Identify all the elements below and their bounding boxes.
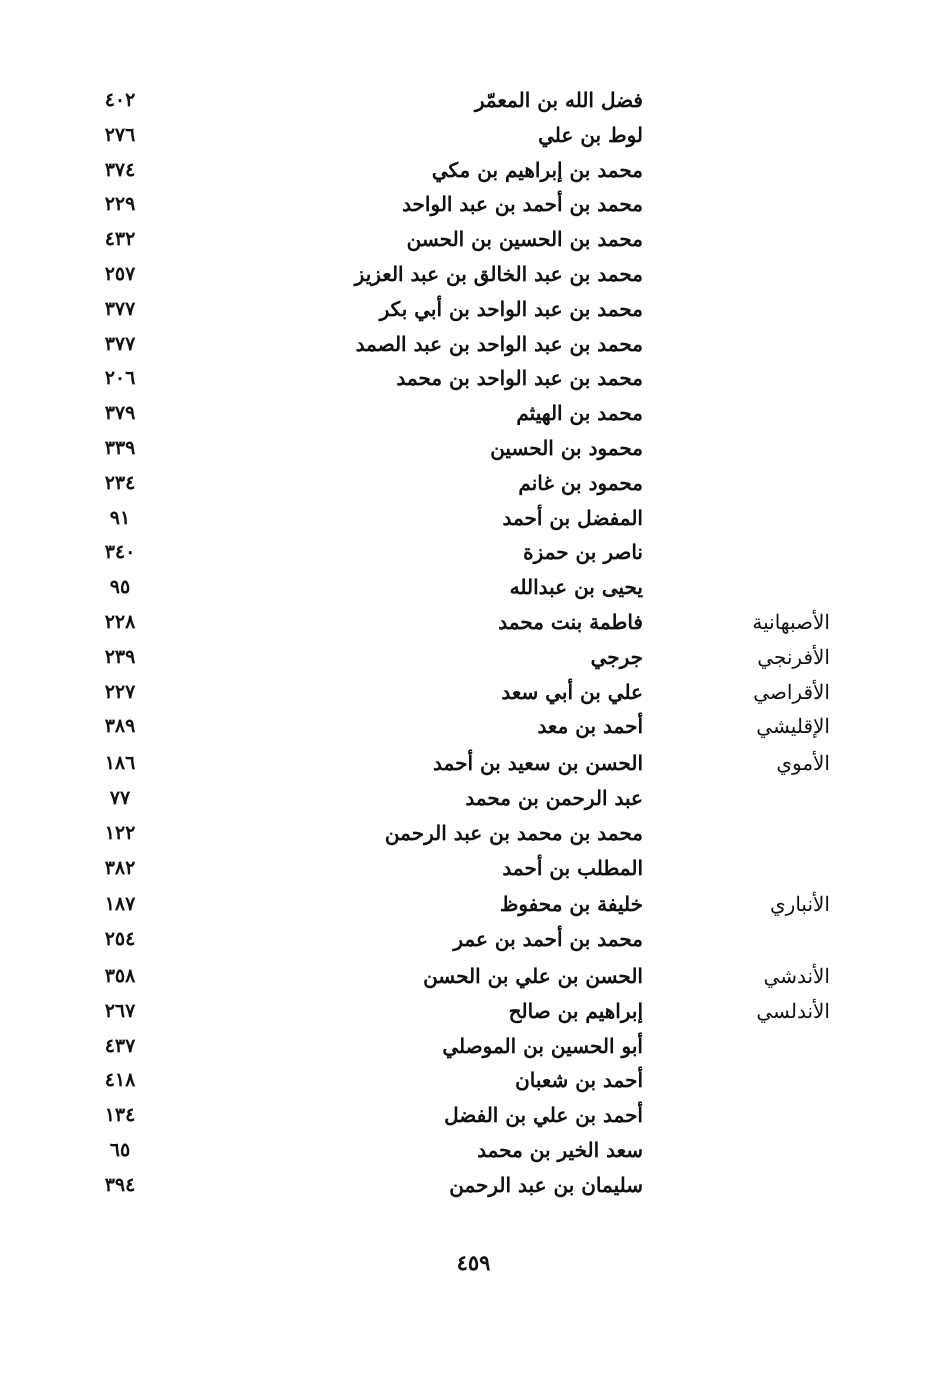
- entry-nisba: الإقليشي: [756, 714, 830, 739]
- index-entry: [0, 1169, 947, 1204]
- entry-page-ref: ١٨٧: [104, 893, 136, 916]
- index-entry: [0, 641, 947, 676]
- entry-name: لوط بن علي: [538, 122, 643, 147]
- entry-name: المفضل بن أحمد: [502, 505, 643, 530]
- index-entry: [0, 852, 947, 887]
- entry-name: محمد بن الحسين بن الحسن: [406, 227, 643, 252]
- entry-page-ref: ٢٧٦: [104, 123, 136, 146]
- entry-nisba: الأفرنجي: [757, 644, 830, 669]
- index-entry: [0, 888, 947, 923]
- index-entry: [0, 1099, 947, 1134]
- entry-name: جرجي: [590, 644, 643, 669]
- entry-page-ref: ٢٣٩: [104, 645, 136, 668]
- index-entry: [0, 995, 947, 1030]
- entry-page-ref: ٣٣٩: [104, 436, 136, 459]
- index-entry: [0, 84, 947, 119]
- entry-page-ref: ٣٧٧: [104, 332, 136, 355]
- entry-page-ref: ٣٧٧: [104, 297, 136, 320]
- index-entry: [0, 432, 947, 467]
- index-entry: [0, 747, 947, 782]
- entry-name: عبد الرحمن بن محمد: [465, 785, 643, 810]
- index-entry: [0, 293, 947, 328]
- index-entry: [0, 923, 947, 958]
- entry-name: المطلب بن أحمد: [502, 855, 643, 880]
- index-entry: [0, 960, 947, 995]
- index-entry: [0, 1134, 947, 1169]
- entry-name: الحسن بن سعيد بن أحمد: [433, 751, 643, 776]
- entry-name: محمد بن عبد الخالق بن عبد العزيز: [354, 261, 643, 286]
- entry-page-ref: ٣٥٨: [104, 964, 136, 987]
- index-entry: [0, 1064, 947, 1099]
- entry-name: الحسن بن علي بن الحسن: [423, 963, 643, 988]
- index-entry: [0, 258, 947, 293]
- entry-name: أحمد بن معد: [537, 714, 643, 739]
- entry-name: سليمان بن عبد الرحمن: [449, 1172, 643, 1197]
- entry-name: فاطمة بنت محمد: [498, 609, 643, 634]
- index-entry: [0, 782, 947, 817]
- entry-page-ref: ٩١: [109, 506, 131, 529]
- index-list: [0, 84, 947, 1204]
- index-entry: [0, 571, 947, 606]
- entry-page-ref: ٤٣٧: [104, 1034, 136, 1057]
- index-entry: [0, 362, 947, 397]
- entry-page-ref: ٣٧٤: [104, 158, 136, 181]
- entry-nisba: الأقراصي: [753, 679, 830, 704]
- entry-name: أبو الحسين بن الموصلي: [442, 1033, 643, 1058]
- entry-page-ref: ٢٢٨: [104, 610, 136, 633]
- page-number: ٤٥٩: [456, 1250, 491, 1275]
- index-entry: [0, 502, 947, 537]
- index-entry: [0, 119, 947, 154]
- entry-name: فضل الله بن المعمّر: [474, 88, 643, 112]
- entry-page-ref: ٤٠٢: [104, 89, 136, 111]
- entry-page-ref: ٢٣٤: [104, 471, 136, 494]
- entry-nisba: الأندشي: [763, 963, 830, 988]
- entry-page-ref: ٣٨٩: [104, 715, 136, 738]
- entry-page-ref: ٦٥: [109, 1138, 131, 1161]
- entry-page-ref: ١٨٦: [104, 752, 136, 775]
- entry-name: محمود بن الحسين: [490, 435, 643, 460]
- entry-name: محمد بن عبد الواحد بن أبي بكر: [379, 296, 643, 321]
- entry-name: محمد بن الهيثم: [516, 401, 643, 426]
- entry-nisba: الأصبهانية: [752, 609, 830, 634]
- entry-page-ref: ٣٧٩: [104, 402, 136, 425]
- entry-page-ref: ٣٩٤: [104, 1173, 136, 1196]
- entry-name: محمود بن غانم: [518, 470, 643, 495]
- entry-nisba: الأندلسي: [756, 998, 830, 1023]
- entry-name: محمد بن محمد بن عبد الرحمن: [384, 820, 643, 845]
- index-entry: [0, 710, 947, 745]
- entry-page-ref: ٢٢٩: [104, 193, 136, 216]
- entry-page-ref: ٣٨٢: [104, 856, 136, 879]
- index-entry: [0, 536, 947, 571]
- entry-name: أحمد بن علي بن الفضل: [444, 1103, 643, 1128]
- index-entry: [0, 223, 947, 258]
- entry-name: خليفة بن محفوظ: [499, 892, 643, 917]
- entry-nisba: الأنباري: [770, 892, 830, 917]
- entry-page-ref: ٢٦٧: [104, 999, 136, 1022]
- entry-page-ref: ٤٣٢: [104, 228, 136, 251]
- entry-page-ref: ١٣٤: [104, 1104, 136, 1127]
- entry-name: علي بن أبي سعد: [501, 679, 643, 704]
- entry-name: محمد بن أحمد بن عمر: [453, 927, 643, 952]
- entry-page-ref: ٤١٨: [104, 1069, 136, 1092]
- entry-name: محمد بن إبراهيم بن مكي: [431, 157, 643, 182]
- entry-page-ref: ٢٥٤: [104, 928, 136, 951]
- entry-page-ref: ٣٤٠: [104, 541, 136, 564]
- entry-page-ref: ٢٢٧: [104, 680, 136, 703]
- index-entry: [0, 606, 947, 641]
- entry-page-ref: ٢٠٦: [104, 367, 136, 390]
- entry-name: أحمد بن شعبان: [515, 1068, 643, 1093]
- entry-name: محمد بن عبد الواحد بن محمد: [396, 366, 643, 391]
- entry-name: سعد الخير بن محمد: [477, 1137, 643, 1162]
- entry-name: محمد بن عبد الواحد بن عبد الصمد: [355, 331, 643, 356]
- index-entry: [0, 328, 947, 363]
- index-entry: [0, 397, 947, 432]
- entry-name: محمد بن أحمد بن عبد الواحد: [402, 192, 643, 217]
- index-entry: [0, 467, 947, 502]
- entry-name: إبراهيم بن صالح: [508, 998, 643, 1023]
- entry-page-ref: ٧٧: [109, 786, 131, 809]
- entry-page-ref: ٩٥: [109, 576, 131, 599]
- index-entry: [0, 676, 947, 711]
- index-entry: [0, 188, 947, 223]
- entry-nisba: الأموي: [776, 751, 830, 776]
- entry-name: يحيى بن عبدالله: [509, 575, 643, 600]
- entry-name: ناصر بن حمزة: [523, 540, 643, 565]
- entry-page-ref: ١٢٢: [104, 821, 136, 844]
- index-entry: [0, 154, 947, 189]
- index-entry: [0, 817, 947, 852]
- entry-page-ref: ٢٥٧: [104, 262, 136, 285]
- index-entry: [0, 1030, 947, 1065]
